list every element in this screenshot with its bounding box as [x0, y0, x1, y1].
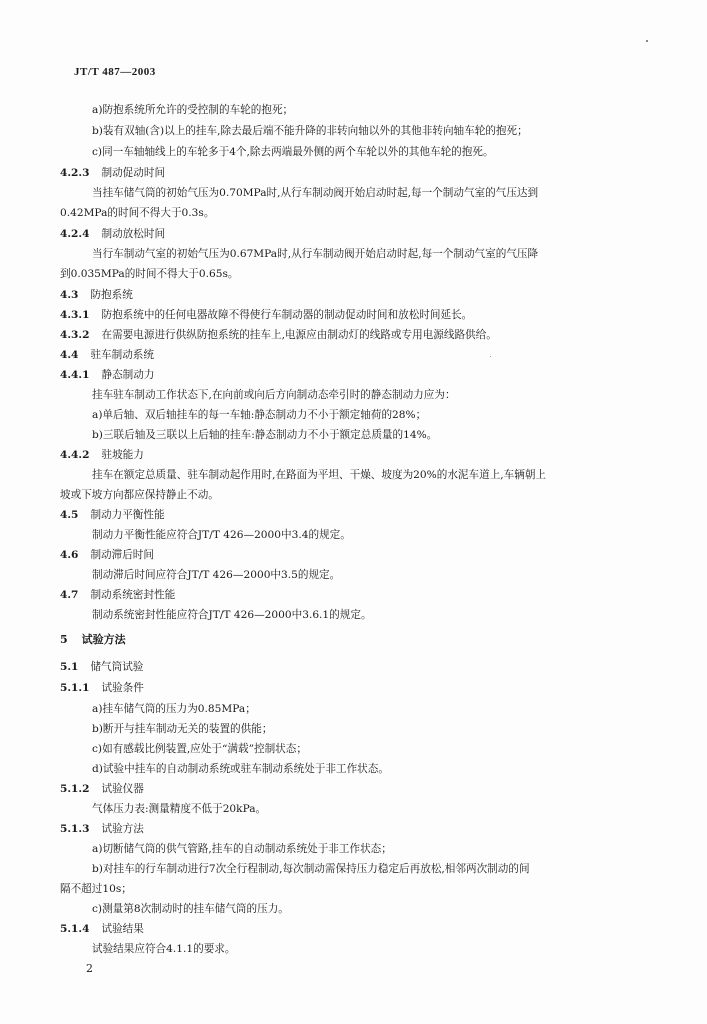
paragraph: 试验结果应符合4.1.1的要求。 — [92, 943, 236, 955]
list-item: b)三联后轴及三联以上后轴的挂车:静态制动力不小于额定总质量的14%。 — [92, 429, 438, 441]
section-title: 防抱系统中的任何电器故障不得使行车制动器的制动促动时间和放松时间延长。 — [101, 309, 473, 321]
section-heading — [60, 508, 165, 522]
paragraph: 制动力平衡性能应符合JT/T 426—2000中3.4的规定。 — [92, 529, 351, 541]
chapter-title: 试验方法 — [81, 633, 126, 646]
list-item: b)对挂车的行车制动进行7次全行程制动,每次制动需保持压力稳定后再放松,相邻两次制动的间 — [92, 863, 530, 875]
paragraph-continuation: 坡或下坡方向都应保持静止不动。 — [60, 489, 219, 501]
list-item: c)测量第8次制动时的挂车储气筒的压力。 — [92, 903, 289, 915]
paragraph: 气体压力表:测量精度不低于20kPa。 — [92, 803, 267, 815]
section-number: 4.4 — [60, 349, 79, 361]
section-heading — [60, 782, 144, 796]
section-title: 试验条件 — [101, 682, 144, 694]
list-item: c)如有感载比例装置,应处于“满载”控制状态； — [92, 743, 307, 755]
section-heading — [60, 822, 144, 836]
section-number: 4.3.2 — [60, 329, 90, 341]
section-heading — [60, 588, 175, 602]
section-heading — [60, 368, 154, 382]
section-number: 4.3 — [60, 289, 79, 301]
section-number: 4.4.2 — [60, 449, 90, 461]
section-number: 4.3.1 — [60, 309, 90, 321]
section-heading — [60, 448, 144, 462]
section-number: 4.7 — [60, 589, 79, 601]
section-heading — [60, 288, 133, 302]
section-number: 5.1.4 — [60, 923, 90, 935]
section-title: 驻车制动系统 — [90, 349, 154, 361]
section-title: 制动系统密封性能 — [90, 589, 176, 601]
list-item: a)挂车储气筒的压力为0.85MPa； — [92, 703, 256, 715]
section-heading — [60, 548, 154, 562]
list-item: d)试验中挂车的自动制动系统或驻车制动系统处于非工作状态。 — [92, 763, 389, 775]
list-item: a)单后轴、双后轴挂车的每一车轴:静态制动力不小于额定轴荷的28%； — [92, 409, 427, 421]
section-number: 4.6 — [60, 549, 79, 561]
list-item: b)装有双轴(含)以上的挂车,除去最后端不能升降的非转向轴以外的其他非转向轴车轮的抱死； — [92, 125, 528, 137]
section-title: 试验仪器 — [101, 783, 144, 795]
paragraph-continuation: 0.42MPa的时间不得大于0.3s。 — [60, 207, 215, 219]
section-title: 制动放松时间 — [101, 228, 166, 240]
section-heading — [60, 166, 165, 180]
scan-speck — [646, 40, 648, 42]
chapter-heading — [60, 633, 126, 647]
section-heading — [60, 348, 154, 362]
section-title: 制动滞后时间 — [90, 549, 154, 561]
scan-speck-2 — [490, 356, 491, 357]
paragraph: 制动系统密封性能应符合JT/T 426—2000中3.6.1的规定。 — [92, 609, 372, 621]
section-heading — [60, 922, 144, 936]
section-title: 试验结果 — [101, 923, 144, 935]
paragraph: 挂车驻车制动工作状态下,在向前或向后方向制动态牵引时的静态制动力应为： — [92, 389, 456, 401]
section-title: 制动促动时间 — [101, 167, 166, 179]
section-number: 5.1.3 — [60, 823, 90, 835]
section-heading — [60, 681, 144, 695]
section-title: 储气筒试验 — [90, 661, 144, 673]
section-title: 试验方法 — [101, 823, 144, 835]
chapter-number: 5 — [60, 633, 68, 646]
section-number: 5.1.1 — [60, 682, 90, 694]
paragraph: 挂车在额定总质量、驻车制动起作用时,在路面为平坦、干燥、坡度为20%的水泥车道上,车辆朝上 — [92, 469, 547, 481]
section-heading — [60, 308, 472, 322]
section-heading — [60, 660, 143, 674]
paragraph: 当挂车储气筒的初始气压为0.70MPa时,从行车制动阀开始启动时起,每一个制动气室的气压达到 — [92, 187, 539, 199]
section-title: 驻坡能力 — [101, 449, 144, 461]
section-number: 5.1.2 — [60, 783, 90, 795]
paragraph: 当行车制动气室的初始气压为0.67MPa时,从行车制动阀开始启动时起,每一个制动气室的气压降 — [92, 248, 539, 260]
page-number: 2 — [86, 962, 93, 975]
section-number: 4.2.3 — [60, 167, 90, 179]
list-item: b)断开与挂车制动无关的装置的供能； — [92, 723, 273, 735]
list-item: a)切断储气筒的供气管路,挂车的自动制动系统处于非工作状态； — [92, 843, 392, 855]
section-number: 4.5 — [60, 509, 79, 521]
standard-header: JT/T 487—2003 — [74, 66, 156, 78]
list-item: c)同一车轴轴线上的车轮多于4个,除去两端最外侧的两个车轮以外的其他车轮的抱死。 — [92, 146, 494, 158]
paragraph: 制动滞后时间应符合JT/T 426—2000中3.5的规定。 — [92, 569, 341, 581]
section-title: 在需要电源进行供纵防抱系统的挂车上,电源应由制动灯的线路或专用电源线路供给。 — [101, 329, 497, 341]
section-number: 4.4.1 — [60, 369, 90, 381]
section-heading — [60, 328, 497, 342]
section-title: 制动力平衡性能 — [90, 509, 165, 521]
section-heading — [60, 227, 165, 241]
section-title: 静态制动力 — [101, 369, 155, 381]
section-number: 4.2.4 — [60, 228, 90, 240]
paragraph-continuation: 隔不超过10s； — [60, 883, 132, 895]
paragraph-continuation: 到0.035MPa的时间不得大于0.65s。 — [60, 268, 239, 280]
section-title: 防抱系统 — [90, 289, 133, 301]
list-item: a)防抱系统所允许的受控制的车轮的抱死； — [92, 104, 294, 116]
section-number: 5.1 — [60, 661, 79, 673]
